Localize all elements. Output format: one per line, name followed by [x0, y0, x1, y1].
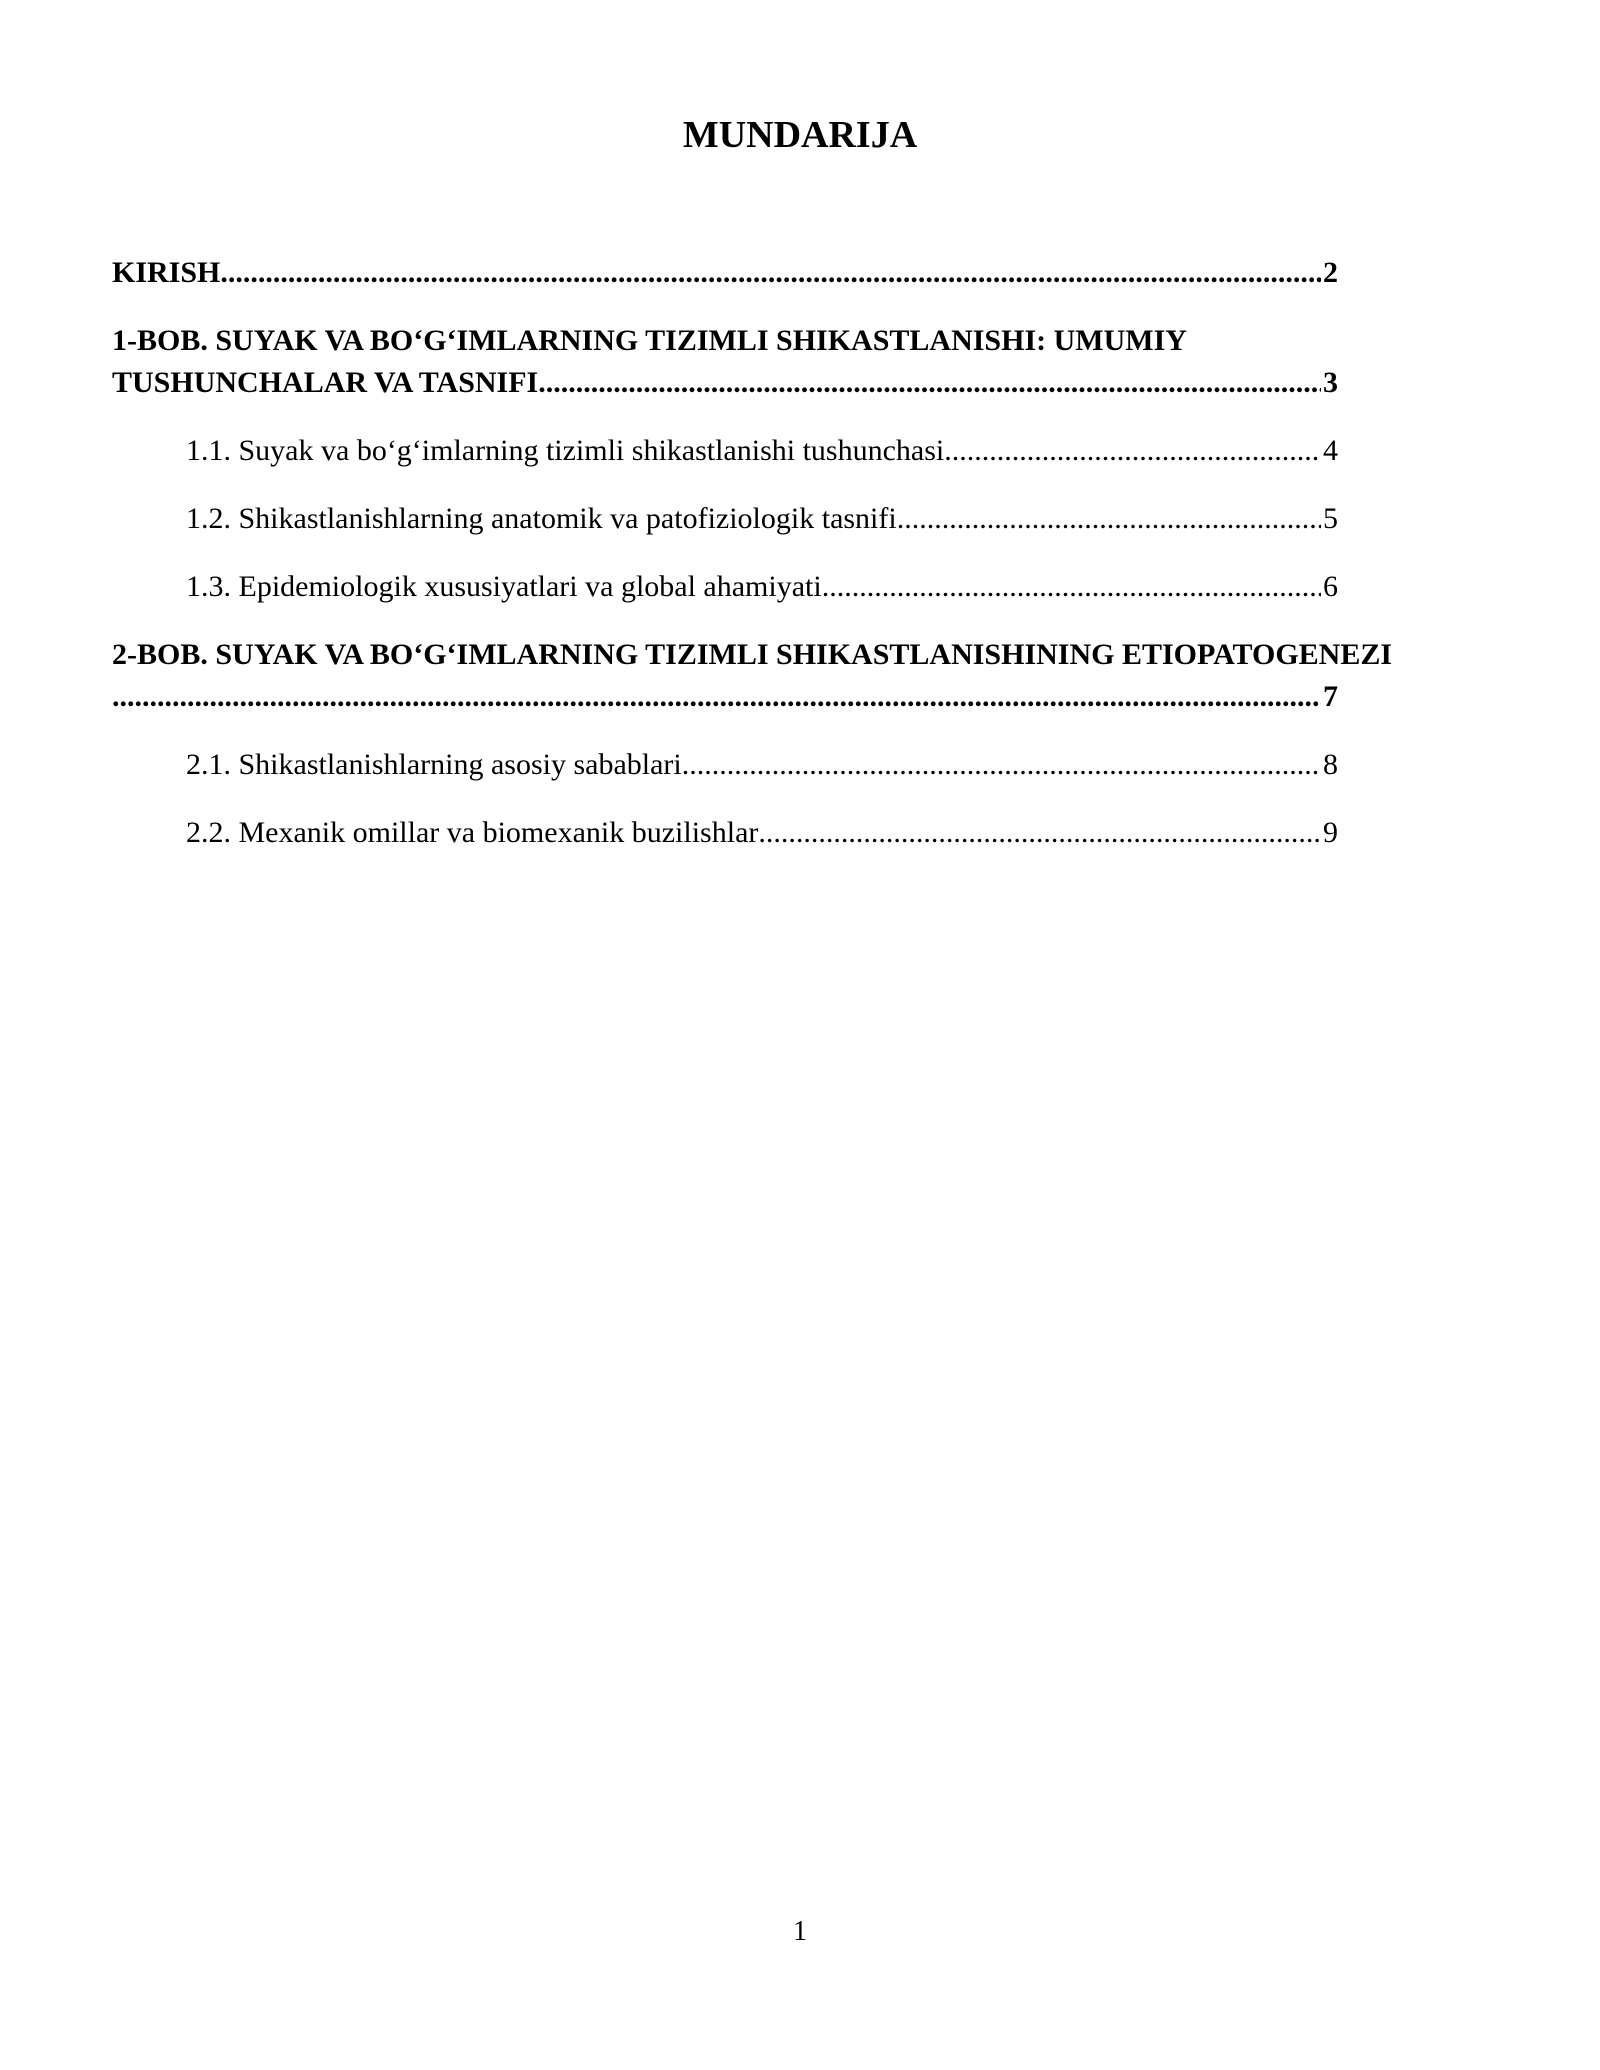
toc-entry-kirish[interactable]: [112, 252, 1338, 294]
toc-entry-title: 1.3. Epidemiologik xususiyatlari va global ahamiyati: [186, 570, 822, 603]
toc-entry-title: 1.1. Suyak va bo‘g‘imlarning tizimli shikastlanishi tushunchasi: [186, 434, 945, 467]
toc-page-number: 7: [1323, 680, 1338, 713]
toc-entry-line: [186, 566, 1338, 608]
toc-entry-chapter-1[interactable]: [112, 320, 1338, 404]
toc-entry-section-2-2[interactable]: [112, 812, 1338, 854]
table-of-contents: [112, 252, 1393, 880]
toc-page-number: 2: [1323, 256, 1338, 289]
toc-entry-line: [186, 498, 1338, 540]
toc-entry-title-line-1: 1-BOB. SUYAK VA BO‘G‘IMLARNING TIZIMLI SHIKASTLANISHI: UMUMIY: [112, 324, 1187, 357]
toc-entry-chapter-2[interactable]: [112, 634, 1393, 718]
toc-page-number: 8: [1323, 748, 1338, 781]
toc-entry-section-2-1[interactable]: [112, 744, 1338, 786]
page-number-footer: 1: [793, 1916, 807, 1947]
toc-entry-section-1-1[interactable]: [112, 430, 1338, 472]
toc-page-number: 9: [1323, 816, 1338, 849]
dot-leader: [758, 812, 1321, 854]
page-title: MUNDARIJA: [682, 114, 918, 156]
toc-entry-line: [186, 812, 1338, 854]
toc-entry-title: 2.2. Mexanik omillar va biomexanik buzilishlar: [186, 816, 759, 849]
toc-entry-line: [186, 430, 1338, 472]
toc-entry-title: KIRISH: [112, 256, 221, 289]
dot-leader: [112, 676, 1321, 718]
dot-leader: [538, 362, 1321, 404]
toc-entry-line: [112, 362, 1338, 404]
dot-leader: [220, 252, 1321, 294]
toc-entry-title-line-1: 2-BOB. SUYAK VA BO‘G‘IMLARNING TIZIMLI SHIKASTLANISHINING ETIOPATOGENEZI: [112, 638, 1393, 671]
toc-page-number: 5: [1323, 502, 1338, 535]
toc-page-number: 4: [1323, 434, 1338, 467]
dot-leader: [822, 566, 1321, 608]
toc-entry-line: [112, 252, 1338, 294]
dot-leader: [897, 498, 1321, 540]
dot-leader: [944, 430, 1321, 472]
toc-entry-line: [186, 744, 1338, 786]
toc-entry-title: 1.2. Shikastlanishlarning anatomik va patofiziologik tasnifi: [186, 502, 897, 535]
toc-page-number: 3: [1323, 366, 1338, 399]
dot-leader: [682, 744, 1321, 786]
toc-entry-line: [112, 676, 1338, 718]
toc-entry-section-1-2[interactable]: [112, 498, 1338, 540]
toc-entry-section-1-3[interactable]: [112, 566, 1338, 608]
toc-entry-title-line-2: TUSHUNCHALAR VA TASNIFI: [112, 366, 539, 399]
toc-page-number: 6: [1323, 570, 1338, 603]
toc-entry-title: 2.1. Shikastlanishlarning asosiy sabablari: [186, 748, 682, 781]
